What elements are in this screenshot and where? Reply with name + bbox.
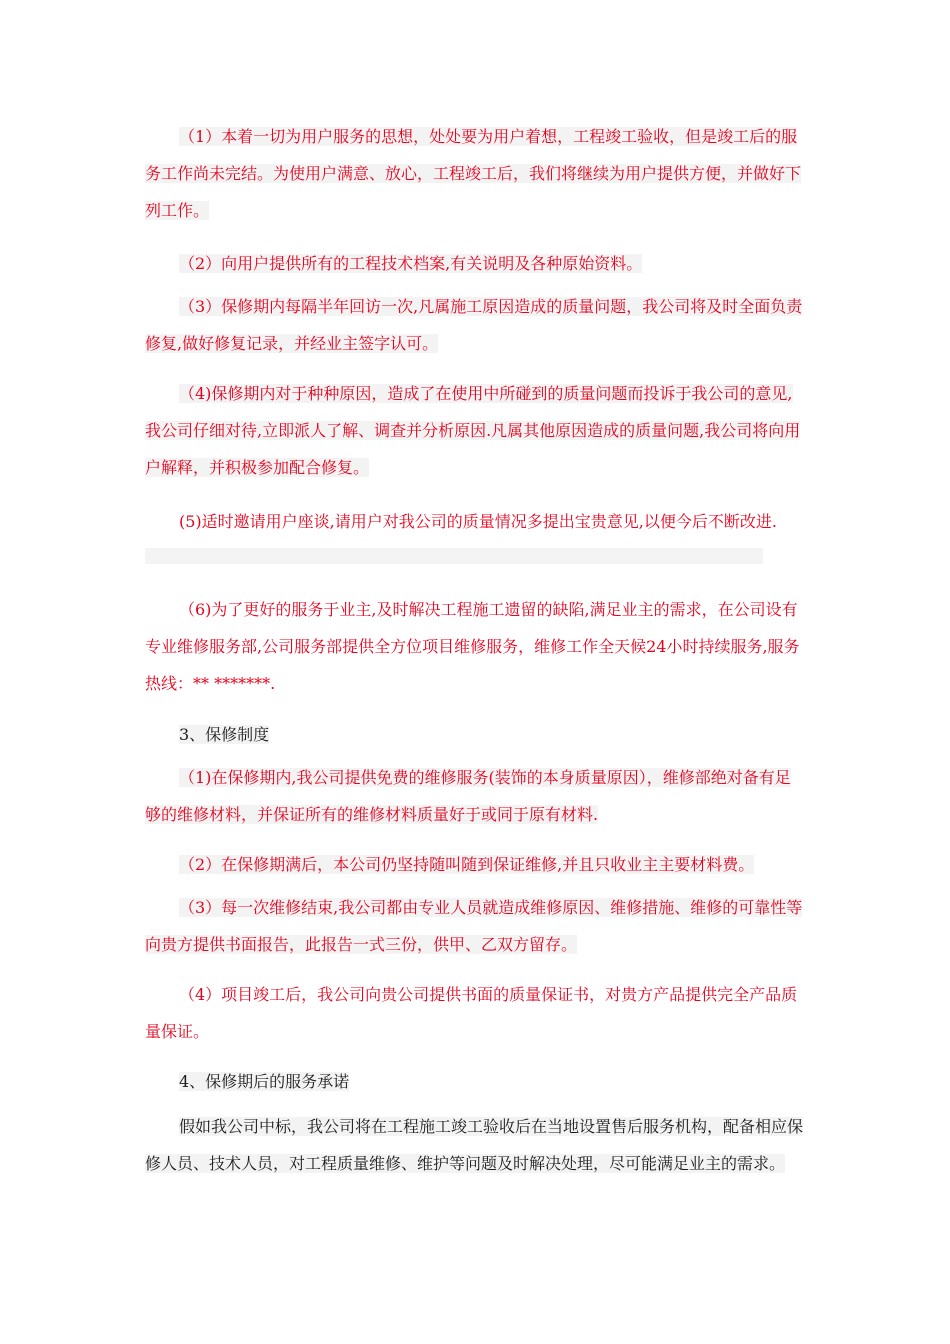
paragraph-1: （1）本着一切为用户服务的思想，处处要为用户着想，工程竣工验收，但是竣工后的服务工作尚未完结。为使用户满意、放心，工程竣工后，我们将继续为用户提供方便，并做好下列工作。: [145, 127, 802, 220]
paragraph-2: （2）向用户提供所有的工程技术档案,有关说明及各种原始资料。: [179, 254, 643, 273]
paragraph-9: （3）每一次维修结束,我公司都由专业人员就造成维修原因、维修措施、维修的可靠性等向贵方提供书面报告，此报告一式三份，供甲、乙双方留存。: [145, 898, 803, 954]
paragraph-4: （4)保修期内对于种种原因，造成了在使用中所碰到的质量问题而投诉于我公司的意见,我公司仔细对待,立即派人了解、调查并分析原因.凡属其他原因造成的质量问题,我公司将向用户解释，并积极参加配合修复。: [145, 384, 801, 477]
paragraph-5: (5)适时邀请用户座谈,请用户对我公司的质量情况多提出宝贵意见,以便今后不断改进.: [179, 512, 777, 531]
blank-line: [145, 548, 763, 564]
paragraph-11: 假如我公司中标，我公司将在工程施工竣工验收后在当地设置售后服务机构，配备相应保修人员、技术人员，对工程质量维修、维护等问题及时解决处理，尽可能满足业主的需求。: [145, 1117, 804, 1173]
section-heading-warranty-system: 3、保修制度: [179, 725, 270, 744]
paragraph-10: （4）项目竣工后，我公司向贵公司提供书面的质量保证书，对贵方产品提供完全产品质量保证。: [145, 985, 798, 1041]
paragraph-8: （2）在保修期满后，本公司仍坚持随叫随到保证维修,并且只收业主主要材料费。: [179, 855, 755, 874]
paragraph-7: （1)在保修期内,我公司提供免费的维修服务(装饰的本身质量原因），维修部绝对备有足够的维修材料，并保证所有的维修材料质量好于或同于原有材料.: [145, 768, 791, 824]
paragraph-6: （6)为了更好的服务于业主,及时解决工程施工遗留的缺陷,满足业主的需求，在公司设有专业维修服务部,公司服务部提供全方位项目维修服务，维修工作全天候24小时持续服务,服务热线：** *******.: [145, 600, 800, 693]
paragraph-3: （3）保修期内每隔半年回访一次,凡属施工原因造成的质量问题，我公司将及时全面负责修复,做好修复记录，并经业主签字认可。: [145, 297, 803, 353]
section-heading-post-warranty: 4、保修期后的服务承诺: [179, 1072, 350, 1091]
